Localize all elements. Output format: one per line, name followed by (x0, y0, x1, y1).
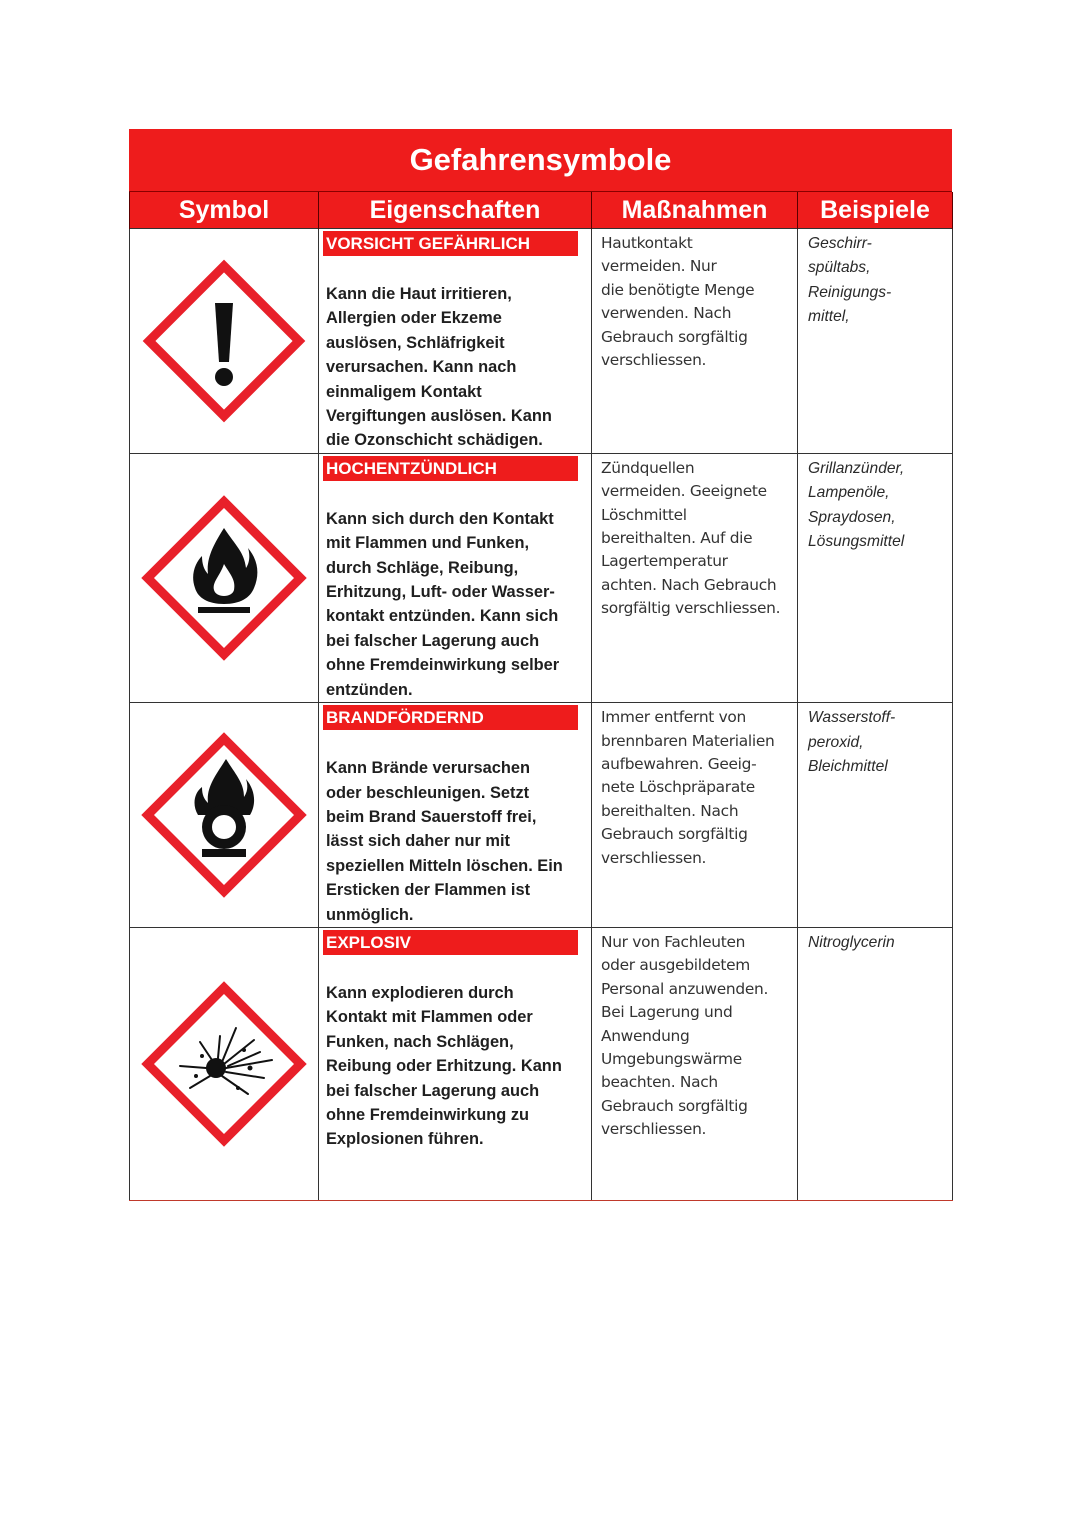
properties-cell (319, 229, 592, 454)
symbol-cell (130, 453, 319, 702)
hazard-symbols-sheet (129, 129, 952, 1201)
header-symbol: Symbol (130, 192, 319, 229)
warning-label: VORSICHT GEFÄHRLICH (323, 231, 578, 256)
flame-over-circle-icon (140, 731, 308, 899)
header-properties: Eigenschaften (319, 192, 592, 229)
properties-text: Kann sich durch den Kontakt mit Flammen und Funken, durch Schläge, Reibung, Erhitzung, Luft- oder Wasser- kontakt entzünden. Kann sich bei falscher Lagerung auch ohne Fremdeinwirkung selber entzünden. (326, 509, 560, 699)
properties-text: Kann die Haut irritieren, Allergien oder Ekzeme auslösen, Schläfrigkeit verursachen. Kann nach einmaligem Kontakt Vergiftungen auslösen. Kann die Ozonschicht schädigen. (326, 285, 552, 450)
properties-text: Kann explodieren durch Kontakt mit Flammen oder Funken, nach Schlägen, Reibung oder Erhitzung. Kann bei falscher Lagerung auch ohne Fremdeinwirkung zu Explosionen führen. (326, 983, 562, 1149)
symbol-cell (130, 927, 319, 1200)
examples-cell: Nitroglycerin (798, 927, 953, 1200)
properties-cell (319, 453, 592, 702)
properties-cell (319, 927, 592, 1200)
warning-label: HOCHENTZÜNDLICH (323, 456, 578, 481)
examples-cell: Wasserstoff- peroxid, Bleichmittel (798, 703, 953, 928)
table-row (130, 927, 953, 1200)
examples-cell: Grillanzünder, Lampenöle, Spraydosen, Lösungsmittel (798, 453, 953, 702)
warning-label: BRANDFÖRDERND (323, 705, 578, 730)
measures-cell: Hautkontakt vermeiden. Nur die benötigte Menge verwenden. Nach Gebrauch sorgfältig verschliessen. (592, 229, 798, 454)
symbol-cell (130, 703, 319, 928)
table-header-row (130, 192, 953, 229)
table-row (130, 703, 953, 928)
table-row (130, 229, 953, 454)
measures-cell: Nur von Fachleuten oder ausgebildetem Personal anzuwenden. Bei Lagerung und Anwendung Umgebungswärme beachten. Nach Gebrauch sorgfältig verschliessen. (592, 927, 798, 1200)
header-examples: Beispiele (798, 192, 953, 229)
page-title: Gefahrensymbole (129, 129, 952, 192)
hazard-table (129, 192, 953, 1201)
exclamation-mark-icon (142, 259, 306, 423)
flame-icon (140, 494, 308, 662)
properties-cell (319, 703, 592, 928)
examples-cell: Geschirr- spültabs, Reinigungs- mittel, (798, 229, 953, 454)
exploding-bomb-icon (140, 980, 308, 1148)
table-row (130, 453, 953, 702)
warning-label: EXPLOSIV (323, 930, 578, 955)
measures-cell: Immer entfernt von brennbaren Materialien aufbewahren. Geeig- nete Löschpräparate bereithalten. Nach Gebrauch sorgfältig verschliessen. (592, 703, 798, 928)
properties-text: Kann Brände verursachen oder beschleunigen. Setzt beim Brand Sauerstoff frei, lässt sich daher nur mit speziellen Mitteln löschen. Ein Ersticken der Flammen ist unmöglich. (326, 759, 563, 924)
header-measures: Maßnahmen (592, 192, 798, 229)
measures-cell: Zündquellen vermeiden. Geeignete Löschmittel bereithalten. Auf die Lagertemperatur achten. Nach Gebrauch sorgfältig verschliessen. (592, 453, 798, 702)
symbol-cell (130, 229, 319, 454)
